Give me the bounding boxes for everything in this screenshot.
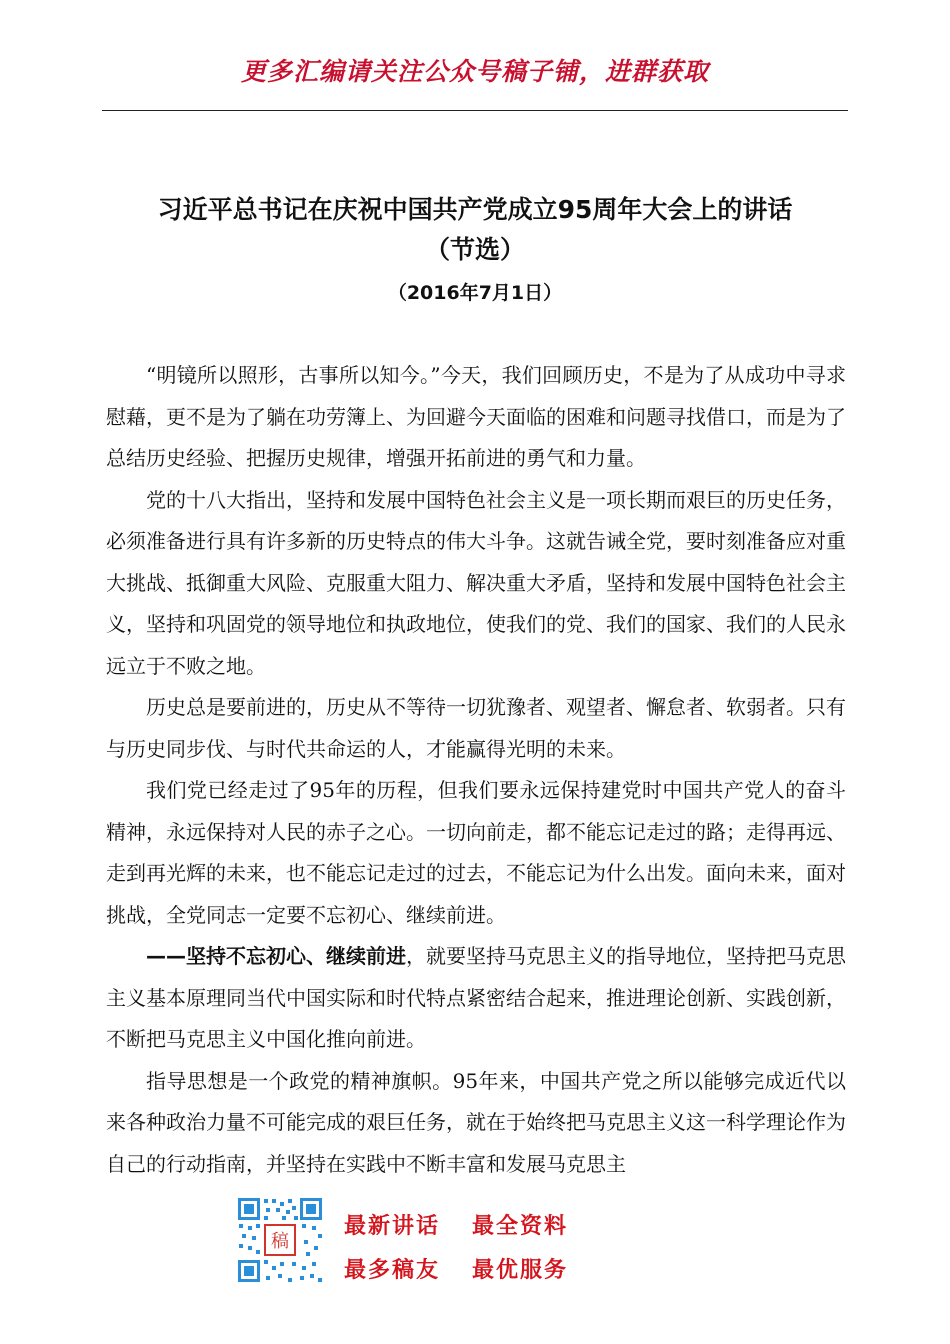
paragraph-5 xyxy=(106,936,846,1061)
paragraph-5-text: ，就要坚持马克思主义的指导地位，坚持把马克思主义基本原理同当代中国实际和时代特点紧密结合起来，推进理论创新、实践创新，不断把马克思主义中国化推向前进。 xyxy=(106,944,846,1051)
paragraph-3: 历史总是要前进的，历史从不等待一切犹豫者、观望者、懈怠者、软弱者。只有与历史同步伐、与时代共命运的人，才能赢得光明的未来。 xyxy=(106,695,846,761)
paragraph-4: 我们党已经走过了95年的历程，但我们要永远保持建党时中国共产党人的奋斗精神，永远保持对人民的赤子之心。一切向前走，都不能忘记走过的路；走得再远、走到再光辉的未来，也不能忘记走过的过去，不能忘记为什么出发。面向未来，面对挑战，全党同志一定要不忘初心、继续前进。 xyxy=(106,778,846,927)
paragraph-1: “明镜所以照形，古事所以知今。”今天，我们回顾历史，不是为了从成功中寻求慰藉，更不是为了躺在功劳簿上、为回避今天面临的困难和问题寻找借口，而是为了总结历史经验、把握历史规律，增强开拓前进的勇气和力量。 xyxy=(106,363,846,470)
title-line-2: （节选） xyxy=(424,235,525,264)
paragraph-2: 党的十八大指出，坚持和发展中国特色社会主义是一项长期而艰巨的历史任务，必须准备进行具有许多新的历史特点的伟大斗争。这就告诫全党，要时刻准备应对重大挑战、抵御重大风险、克服重大阻力、解决重大矛盾，坚持和发展中国特色社会主义，坚持和巩固党的领导地位和执政地位，使我们的党、我们的国家、我们的人民永远立于不败之地。 xyxy=(106,487,846,678)
paragraph-5-lead: ——坚持不忘初心、继续前进 xyxy=(146,944,406,968)
paragraph-6: 指导思想是一个政党的精神旗帜。95年来，中国共产党之所以能够完成近代以来各种政治力量不可能完成的艰巨任务，就在于始终把马克思主义这一科学理论作为自己的行动指南，并坚持在实践中不断丰富和发展马克思主 xyxy=(106,1068,846,1176)
article-title xyxy=(0,190,950,270)
qr-seal-char: 稿 xyxy=(271,1231,289,1252)
article-date: （2016年7月1日） xyxy=(387,282,563,304)
promo-banner: 更多汇编请关注公众号稿子铺，进群获取 xyxy=(240,57,709,86)
qr-code-icon xyxy=(236,1196,324,1284)
promo-most-friends: 最多稿友 xyxy=(344,1258,441,1283)
title-line-1: 习近平总书记在庆祝中国共产党成立95周年大会上的讲话 xyxy=(157,195,793,224)
promo-complete-materials: 最全资料 xyxy=(472,1214,569,1239)
promo-latest-speech: 最新讲话 xyxy=(344,1214,441,1239)
promo-best-service: 最优服务 xyxy=(472,1258,569,1283)
header-divider xyxy=(102,110,848,111)
article-body xyxy=(106,355,846,1185)
